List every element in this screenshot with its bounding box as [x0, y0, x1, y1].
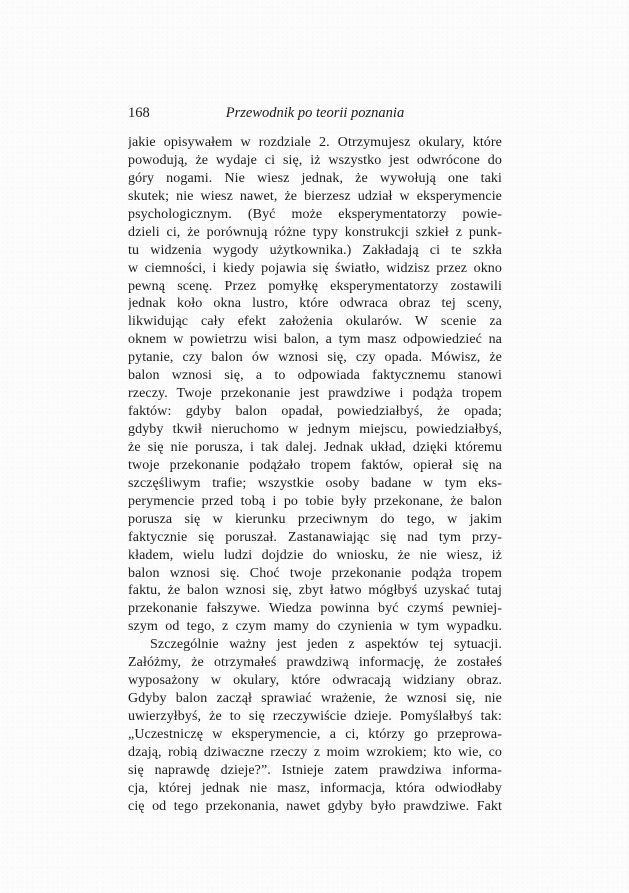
text-line: tu widzenia wygody użytkownika.) Zakładają ci te szkła: [128, 242, 502, 258]
text-line: w ciemności, i kiedy pojawia się światło, widzisz przez okno: [128, 260, 502, 276]
text-line: góry nogami. Nie wiesz jednak, że wywołują one taki: [128, 170, 502, 186]
text-line: szym od tego, z czym mamy do czynienia w tym wypadku.: [128, 619, 502, 635]
text-line: rzeczy. Twoje przekonanie jest prawdziwe i podąża tropem: [128, 386, 502, 402]
text-line: pytanie, czy balon ów wznosi się, czy opada. Mówisz, że: [128, 350, 502, 366]
text-line: przekonanie fałszywe. Wiedza powinna być czymś pewniej-: [128, 601, 502, 617]
page-number: 168: [128, 105, 150, 121]
text-line: wyposażony w okulary, które odwracają widziany obraz.: [128, 673, 502, 689]
text-line: twoje przekonanie podążało tropem faktów, opierał się na: [128, 457, 502, 473]
text-line: szczęśliwym trafie; wszystkie osoby badane w tym eks-: [128, 475, 502, 491]
text-line: faktu, że balon wznosi się, zbyt łatwo mógłbyś uzyskać tutaj: [128, 583, 502, 599]
text-line: psychologicznym. (Być może eksperymentatorzy powie-: [128, 206, 502, 222]
text-line: Gdyby balon zaczął sprawiać wrażenie, że wznosi się, nie: [128, 691, 502, 707]
text-line: faktycznie się poruszał. Zastanawiając się nad tym przy-: [128, 529, 502, 545]
running-title: Przewodnik po teorii poznania: [225, 105, 405, 121]
text-line: faktów: gdyby balon opadał, powiedziałbyś, że opada;: [128, 404, 502, 420]
text-line: powodują, że wydaje ci się, iż wszystko jest odwrócone do: [128, 152, 502, 168]
text-line: cię od tego przekonania, nawet gdyby było prawdziwe. Fakt: [128, 798, 502, 814]
text-line: dzają, robią dziwaczne rzeczy z moim wzrokiem; kto wie, co: [128, 744, 502, 760]
text-line: się naprawdę dzieje?”. Istnieje zatem prawdziwa informa-: [128, 762, 502, 778]
text-line: uwierzyłbyś, że to się rzeczywiście dzieje. Pomyślałbyś tak:: [128, 709, 502, 724]
running-header: [128, 104, 502, 124]
text-line: gdyby tkwił nieruchomo w jednym miejscu, powiedziałbyś,: [128, 422, 502, 437]
text-line: kładem, wielu ludzi dojdzie do wniosku, że nie wiesz, iż: [128, 547, 502, 563]
page-body: [128, 134, 502, 816]
text-line: Załóżmy, że otrzymałeś prawdziwą informację, że zostałeś: [128, 655, 502, 671]
text-line: balon wznosi się. Choć twoje przekonanie podąża tropem: [128, 565, 502, 581]
text-line: jakie opisywałem w rozdziale 2. Otrzymujesz okulary, które: [128, 135, 502, 150]
text-line: porusza się w kierunku przeciwnym do tego, w jakim: [128, 511, 502, 527]
text-line: że się nie porusza, i tak dalej. Jednak układ, dzięki któremu: [128, 439, 502, 455]
text-line: cja, której jednak nie masz, informacja, która odwiodłaby: [128, 780, 502, 796]
text-line: likwidując cały efekt założenia okularów. W scenie za: [128, 314, 502, 330]
text-line: dzieli ci, że porównują różne typy konstrukcji szkieł z punk-: [128, 224, 502, 240]
text-line: oknem w powietrzu wisi balon, a tym masz odpowiedzieć na: [128, 332, 502, 348]
text-line: jednak koło okna lustro, które odwraca obraz tej sceny,: [128, 296, 502, 312]
text-line: pewną scenę. Przez pomyłkę eksperymentatorzy zostawili: [128, 278, 502, 294]
text-line: skutek; nie wiesz nawet, że bierzesz udział w eksperymencie: [128, 188, 502, 204]
text-line: Szczególnie ważny jest jeden z aspektów tej sytuacji.: [150, 637, 502, 653]
text-block: [128, 104, 502, 816]
text-line: „Uczestniczę w eksperymencie, a ci, którzy go przeprowa-: [128, 726, 502, 742]
text-line: perymencie przed tobą i po tobie były przekonane, że balon: [128, 493, 502, 509]
text-line: balon wznosi się, a to odpowiada faktycznemu stanowi: [128, 368, 502, 384]
